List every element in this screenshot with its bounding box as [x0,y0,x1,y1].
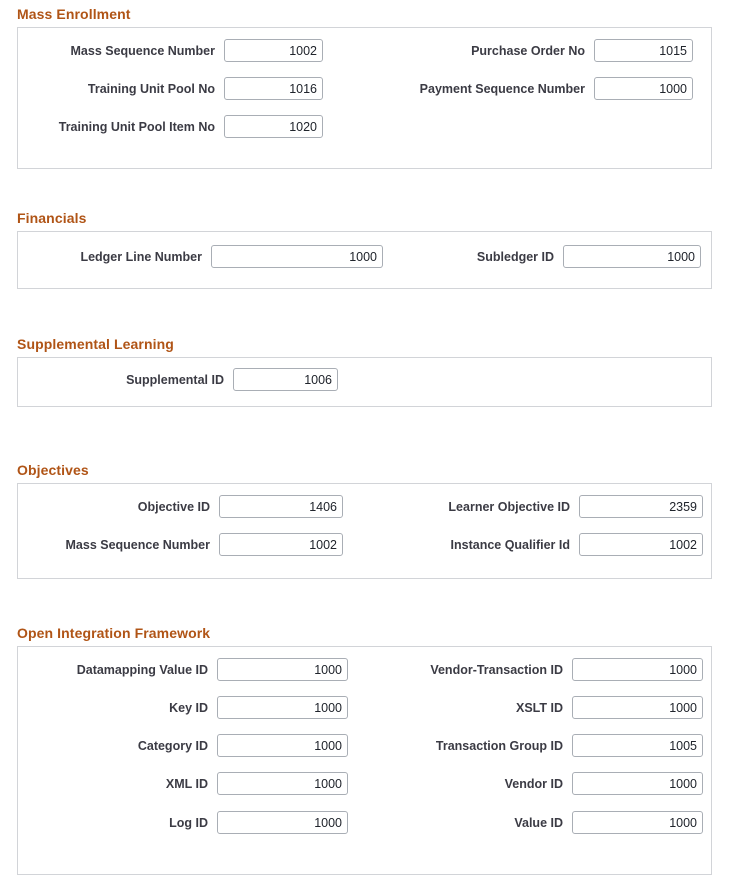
input-training-unit-pool-no[interactable] [224,77,323,100]
label-objective-id: Objective ID [137,499,210,514]
input-xslt-id[interactable] [572,696,703,719]
field-purchase-order-no [353,39,693,62]
field-payment-sequence-number [353,77,693,100]
panel-supplemental-learning [17,357,712,407]
section-heading-financials: Financials [17,210,87,226]
field-xslt-id [368,696,703,719]
label-supplemental-id: Supplemental ID [126,372,224,387]
label-ledger-line-number: Ledger Line Number [80,249,202,264]
label-xml-id: XML ID [165,776,208,791]
label-key-id: Key ID [169,700,208,715]
input-log-id[interactable] [217,811,348,834]
label-category-id: Category ID [137,738,208,753]
field-ledger-line-number [18,245,383,268]
input-xml-id[interactable] [217,772,348,795]
section-heading-mass-enrollment: Mass Enrollment [17,6,131,22]
input-category-id[interactable] [217,734,348,757]
field-subledger-id [424,245,701,268]
input-ledger-line-number[interactable] [211,245,383,268]
field-category-id [18,734,348,757]
label-purchase-order-no: Purchase Order No [471,43,585,58]
input-vendor-id[interactable] [572,772,703,795]
panel-open-integration-framework [17,646,712,875]
label-objectives-mass-sequence-number: Mass Sequence Number [65,537,210,552]
field-training-unit-pool-item-no [18,115,323,138]
field-training-unit-pool-no [18,77,323,100]
label-xslt-id: XSLT ID [516,700,563,715]
label-payment-sequence-number: Payment Sequence Number [419,81,585,96]
label-datamapping-value-id: Datamapping Value ID [76,662,208,677]
field-supplemental-id [18,368,338,391]
field-value-id [368,811,703,834]
field-vendor-id [368,772,703,795]
input-transaction-group-id[interactable] [572,734,703,757]
input-objectives-mass-sequence-number[interactable] [219,533,343,556]
panel-financials [17,231,712,289]
label-transaction-group-id: Transaction Group ID [435,738,563,753]
field-xml-id [18,772,348,795]
label-mass-sequence-number: Mass Sequence Number [70,43,215,58]
input-learner-objective-id[interactable] [579,495,703,518]
section-heading-objectives: Objectives [17,462,89,478]
label-log-id: Log ID [169,815,208,830]
field-datamapping-value-id [18,658,348,681]
section-heading-open-integration-framework: Open Integration Framework [17,625,211,641]
field-objectives-mass-sequence-number [18,533,343,556]
panel-objectives [17,483,712,579]
label-vendor-id: Vendor ID [504,776,563,791]
label-value-id: Value ID [514,815,563,830]
input-training-unit-pool-item-no[interactable] [224,115,323,138]
field-transaction-group-id [368,734,703,757]
label-subledger-id: Subledger ID [476,249,554,264]
input-instance-qualifier-id[interactable] [579,533,703,556]
field-key-id [18,696,348,719]
input-key-id[interactable] [217,696,348,719]
input-datamapping-value-id[interactable] [217,658,348,681]
input-supplemental-id[interactable] [233,368,338,391]
input-subledger-id[interactable] [563,245,701,268]
label-vendor-transaction-id: Vendor-Transaction ID [430,662,563,677]
label-instance-qualifier-id: Instance Qualifier Id [450,537,570,552]
label-training-unit-pool-item-no: Training Unit Pool Item No [58,119,215,134]
label-training-unit-pool-no: Training Unit Pool No [87,81,215,96]
input-vendor-transaction-id[interactable] [572,658,703,681]
section-heading-supplemental-learning: Supplemental Learning [17,336,174,352]
field-objective-id [18,495,343,518]
field-instance-qualifier-id [373,533,703,556]
field-vendor-transaction-id [368,658,703,681]
input-value-id[interactable] [572,811,703,834]
input-payment-sequence-number[interactable] [594,77,693,100]
field-learner-objective-id [373,495,703,518]
field-mass-sequence-number [18,39,323,62]
input-objective-id[interactable] [219,495,343,518]
label-learner-objective-id: Learner Objective ID [448,499,570,514]
input-purchase-order-no[interactable] [594,39,693,62]
input-mass-sequence-number[interactable] [224,39,323,62]
field-log-id [18,811,348,834]
panel-mass-enrollment [17,27,712,169]
